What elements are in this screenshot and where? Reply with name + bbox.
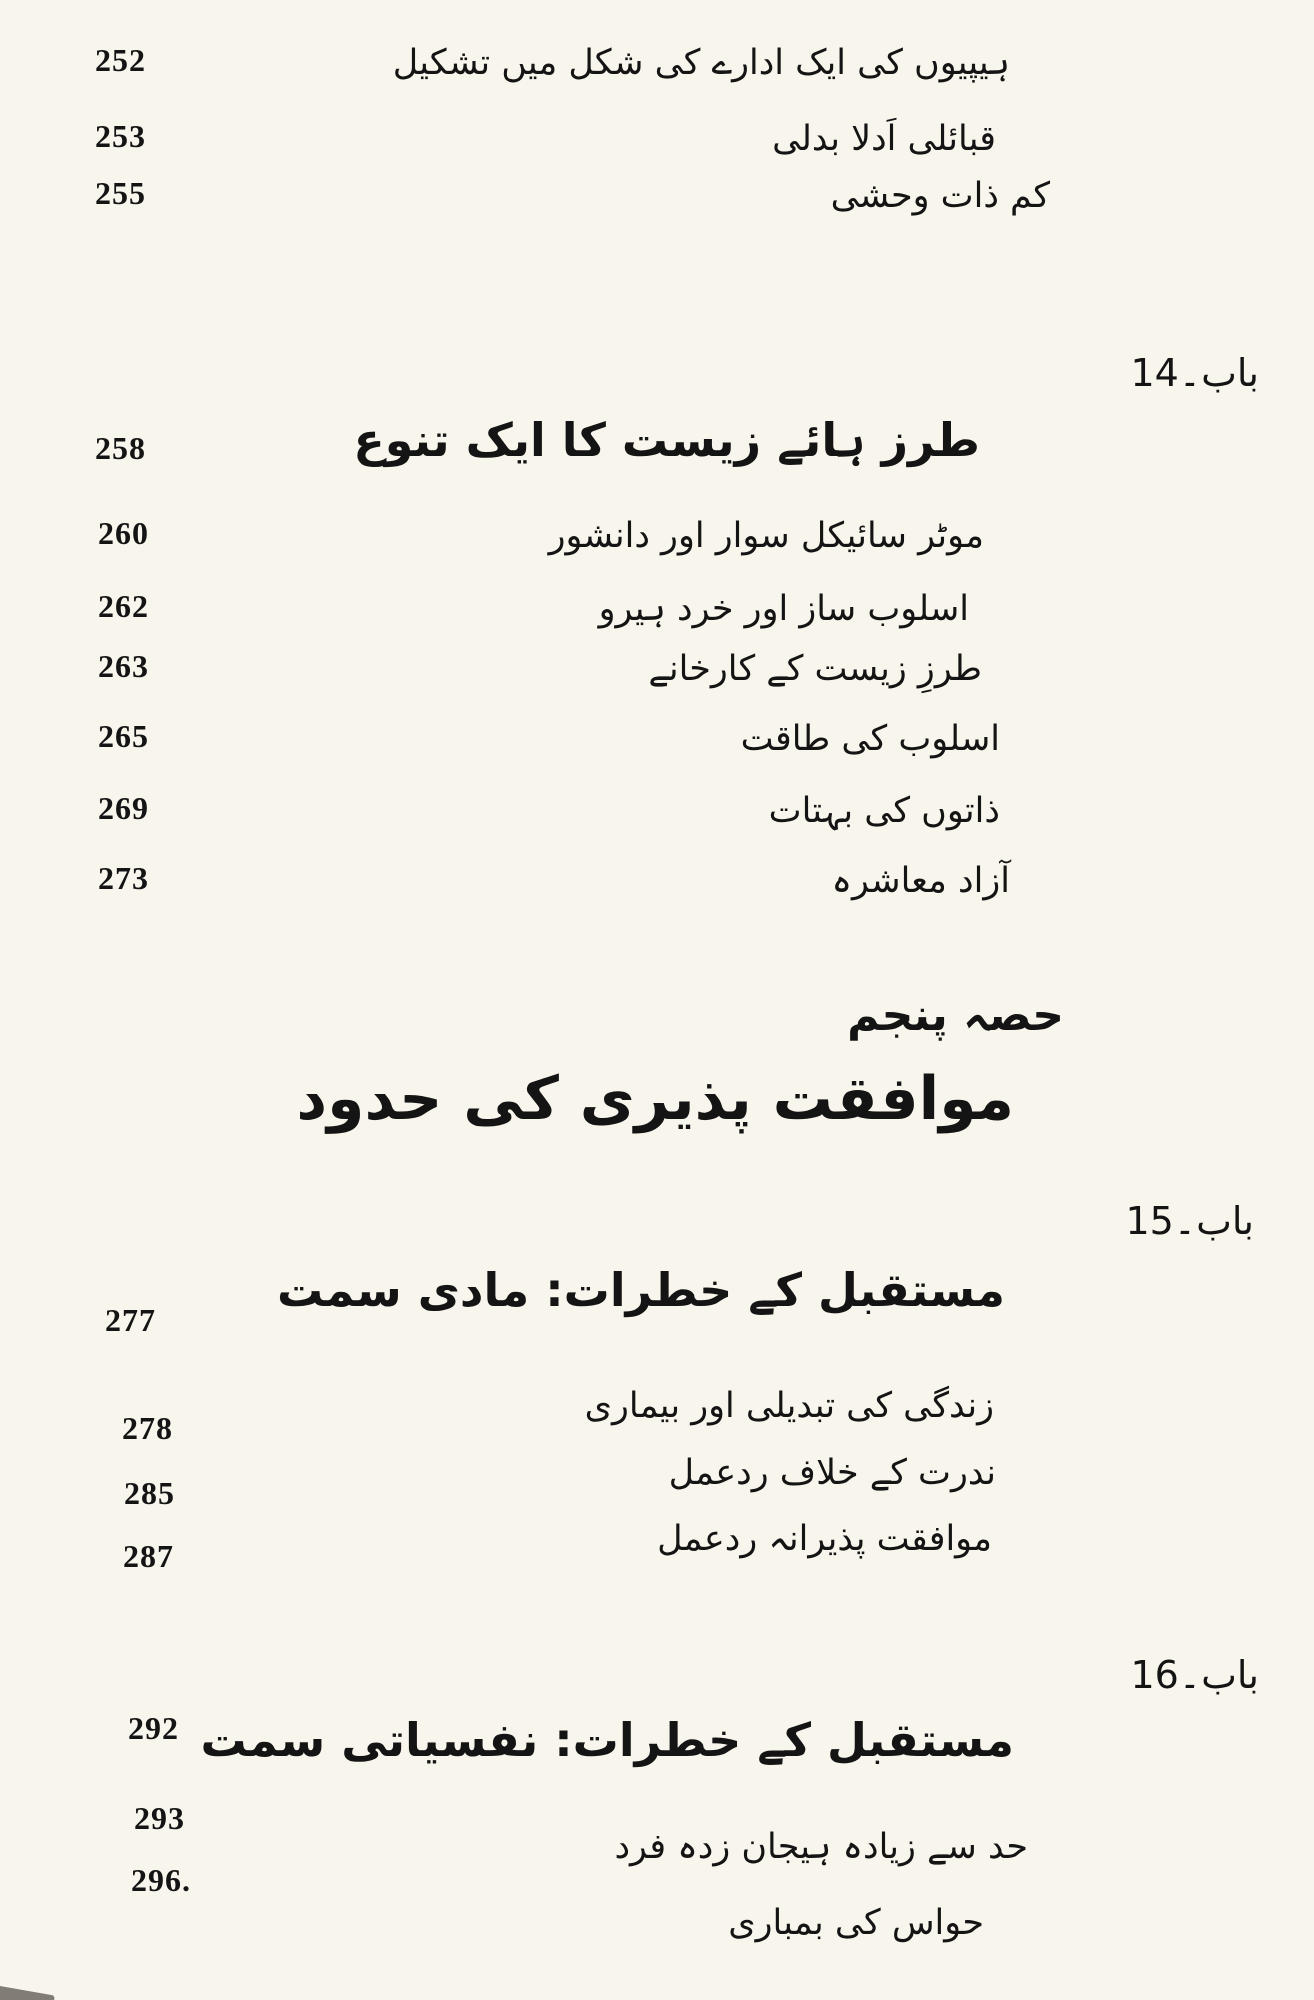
part-title: موافقت پذیری کی حدود (296, 1064, 1014, 1134)
chapter-title-text: مستقبل کے خطرات: نفسیاتی سمت (200, 1713, 1014, 1767)
toc-entry-text: آزاد معاشرہ (831, 861, 1010, 901)
page-number: 263 (98, 648, 149, 684)
toc-entry-text: زندگی کی تبدیلی اور بیماری (584, 1386, 994, 1426)
toc-entry-text: حد سے زیادہ ہیجان زدہ فرد (614, 1827, 1028, 1867)
page-number: 258 (95, 430, 146, 466)
chapter-title-text: طرز ہائے زیست کا ایک تنوع (353, 413, 980, 467)
toc-entry-text: ہیپیوں کی ایک ادارے کی شکل میں تشکیل (392, 43, 1010, 83)
chapter-heading: باب۔15 (1125, 1199, 1254, 1243)
page-number: 262 (98, 588, 149, 624)
toc-entry-text: موافقت پذیرانہ ردعمل (657, 1519, 992, 1559)
toc-entry-text: حواس کی بمباری (728, 1903, 984, 1943)
page-number: 260 (98, 515, 149, 551)
part-heading: حصہ پنجم (847, 990, 1064, 1041)
toc-entry-text: اسلوب کی طاقت (740, 719, 1000, 759)
chapter-title-text: مستقبل کے خطرات: مادی سمت (276, 1263, 1005, 1317)
page-number: 253 (95, 118, 146, 154)
page-number: 287 (123, 1538, 174, 1574)
chapter-heading: باب۔14 (1130, 351, 1259, 395)
toc-entry-text: موٹر سائیکل سوار اور دانشور (548, 516, 984, 556)
page-number: 255 (95, 175, 146, 211)
toc-entry-text: قبائلی اَدلا بدلی (772, 119, 996, 159)
page-number: 292 (128, 1710, 179, 1746)
page-number: 252 (95, 42, 146, 78)
toc-entry-text: ذاتوں کی بہتات (768, 791, 1000, 831)
page-number: 296. (131, 1862, 191, 1898)
page-number: 278 (122, 1410, 173, 1446)
page-number: 277 (105, 1302, 156, 1338)
toc-entry-text: طرزِ زیست کے کارخانے (648, 649, 982, 689)
chapter-heading: باب۔16 (1130, 1653, 1259, 1697)
page-number: 285 (124, 1475, 175, 1511)
scan-corner-smudge (0, 1985, 55, 2000)
toc-entry-text: ندرت کے خلاف ردعمل (668, 1453, 996, 1493)
toc-entry-text: کم ذات وحشی (830, 176, 1050, 216)
page-number: 265 (98, 718, 149, 754)
toc-entry-text: اسلوب ساز اور خرد ہیرو (598, 589, 969, 629)
page-number: 273 (98, 860, 149, 896)
page-number: 269 (98, 790, 149, 826)
page-number: 293 (134, 1800, 185, 1836)
